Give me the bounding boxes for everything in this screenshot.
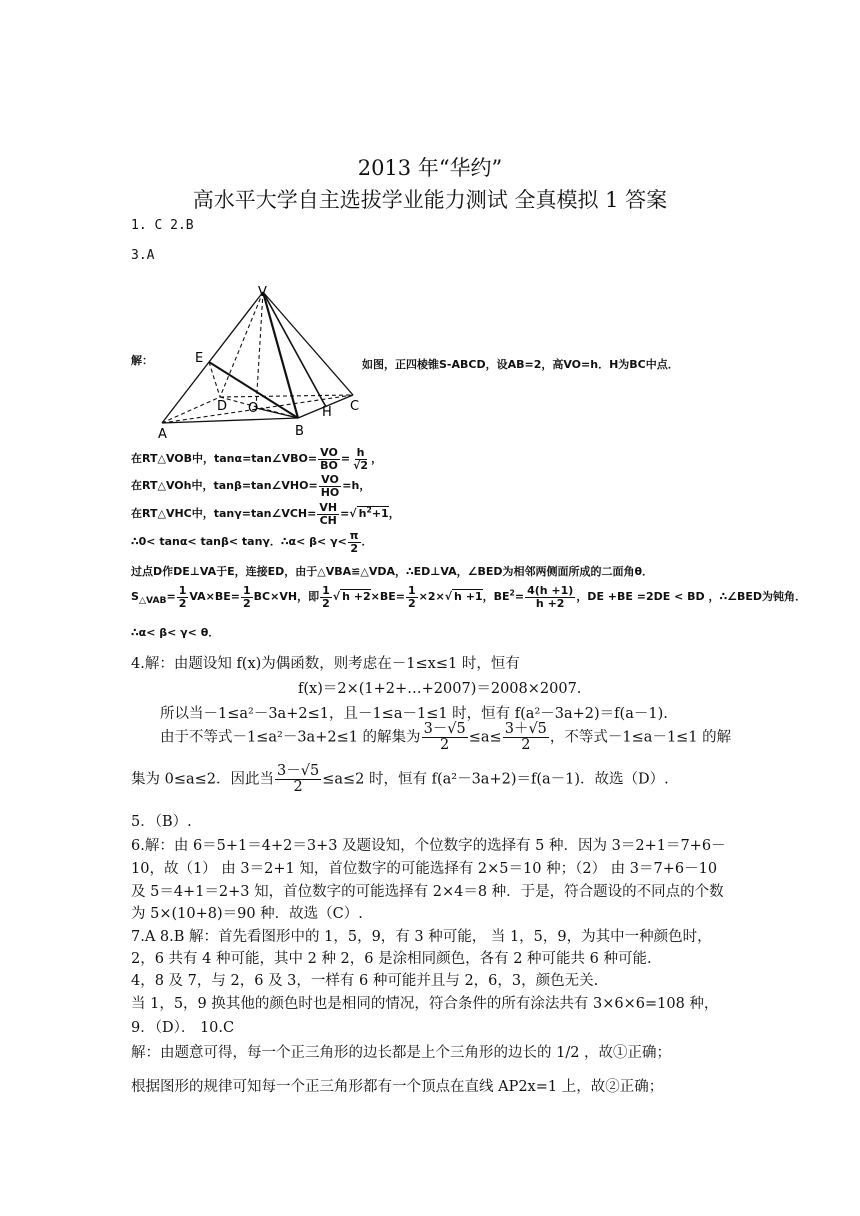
q4-line-2: f(x)＝2×(1+2+…+2007)＝2008×2007. (298, 681, 582, 697)
q6-line-1: 6.解：由 6＝5+1＝4+2＝3+3 及题设知，个位数字的选择有 5 种．因为 3＝2+1＝7+6－ (131, 838, 726, 854)
label-d: D (217, 399, 228, 414)
q7-8-line-2: 2，6 共有 4 种可能，其中 2 种 2，6 是涂相同颜色，各有 2 种可能共 6 种可能. (131, 951, 652, 967)
q4-line-4: 由于不等式－1≤a²－3a+2≤1 的解集为 $\frac{3-√5}{2}$ ≤a≤ $\frac{3+√5}{2}$ ，不等式－1≤a－1≤1 的解 (160, 721, 732, 754)
q3-line-1: 在RT△VOB中，tanα=tan∠VBO= $\frac{VO}{BO}$ = $\frac{h}{√2}$ ， (131, 446, 383, 472)
label-c: C (350, 399, 360, 414)
q3-line-2: 在RT△VOh中，tanβ=tan∠VHO= $\frac{VO}{HO}$ =h， (131, 473, 371, 499)
answer-3: 3.A (131, 248, 155, 263)
q3-line-4: ∴0< tanα< tanβ< tanγ．∴α< β< γ< $\frac{\pi}{2}$ ． (131, 529, 373, 555)
label-b: B (295, 424, 304, 439)
solution-prefix: 解： (131, 354, 153, 367)
q10-solution-line-1: 解：由题意可得，每一个正三角形的边长都是上个三角形的边长的 1/2 ，故①正确； (131, 1045, 672, 1061)
label-v: V (258, 285, 267, 300)
edge-vd (220, 292, 263, 397)
pyramid-figure (150, 280, 365, 440)
title-line-2: 高水平大学自主选拔学业能力测试 全真模拟 1 答案 (192, 188, 668, 212)
q4-line-3: 所以当－1≤a²－3a+2≤1，且－1≤a－1≤1 时，恒有 f(a²－3a+2)＝f(a－1). (160, 706, 668, 722)
edge-ab (162, 418, 298, 423)
q6-line-4: 为 5×(10+8)＝90 种．故选（C）. (131, 906, 363, 922)
q4-line-1: 4.解：由题设知 f(x)为偶函数，则考虑在－1≤x≤1 时，恒有 (131, 656, 520, 672)
q7-8-line-1: 7.A 8.B 解：首先看图形中的 1，5，9，有 3 种可能， 当 1，5，9，为其中一种颜色时， (131, 929, 712, 945)
label-e: E (195, 351, 204, 366)
q6-line-2: 10，故（1） 由 3＝2+1 知，首位数字的可能选择有 2×5＝10 种；（2） 由 3＝7+6－10 (131, 861, 718, 877)
q5-answer: 5．（B）. (131, 814, 192, 830)
q9-10-answers: 9．（D）． 10.C (131, 1020, 235, 1036)
segment-vh (263, 292, 326, 407)
q7-8-line-4: 当 1，5，9 换其他的颜色时也是相同的情况，符合条件的所有涂法共有 3×6×6=108 种， (131, 996, 719, 1012)
edge-dc (220, 395, 353, 397)
q4-line-5: 集为 0≤a≤2．因此当 $\frac{3-√5}{2}$ ≤a≤2 时，恒有 f(a²－3a+2)＝f(a－1)．故选（D）. (131, 763, 669, 796)
figure-caption: 如图，正四棱锥S-ABCD，设AB=2，高VO=h．H为BC中点． (362, 358, 679, 371)
q3-line-6: $S_{\triangle VAB}=$ $\frac{1}{2}$ VA×BE= $\frac{1}{2}$ BC×VH，即 $\frac{1}{2}$ √ h +2×BE= $\frac{1}{2}$ ×2×√ h +1，$BE^2=$ $\frac{4(h +1)}{h +2}$ ，DE +BE =2DE < BD ，∴∠BED为钝角． (131, 584, 807, 610)
label-h: H (322, 405, 332, 420)
label-a: A (158, 427, 167, 440)
q3-line-7: ∴α< β< γ< θ． (131, 626, 220, 639)
label-o: O (248, 401, 259, 416)
q10-solution-line-2: 根据图形的规律可知每一个正三角形都有一个顶点在直线 AP2x=1 上，故②正确； (131, 1079, 664, 1095)
q7-8-line-3: 4，8 及 7，与 2，6 及 3，一样有 6 种可能并且与 2，6，3，颜色无关. (131, 973, 599, 989)
q3-line-3: 在RT△VHC中，tanγ=tan∠VCH= $\frac{VH}{CH}$ =√ $h^2+1$， (131, 501, 400, 527)
q3-line-5: 过点D作DE⊥VA于E，连接ED，由于△VBA≌△VDA，∴ED⊥VA，∠BED为相邻两侧面所成的二面角θ． (131, 565, 654, 578)
q6-line-3: 及 5＝4+1＝2+3 知，首位数字的可能选择有 2×4＝8 种．于是，符合题设的不同点的个数 (131, 884, 724, 900)
answers-1-2: 1. C 2.B (131, 218, 194, 233)
title-line-1: 2013 年“华约” (357, 156, 503, 180)
segment-vo (256, 292, 263, 408)
